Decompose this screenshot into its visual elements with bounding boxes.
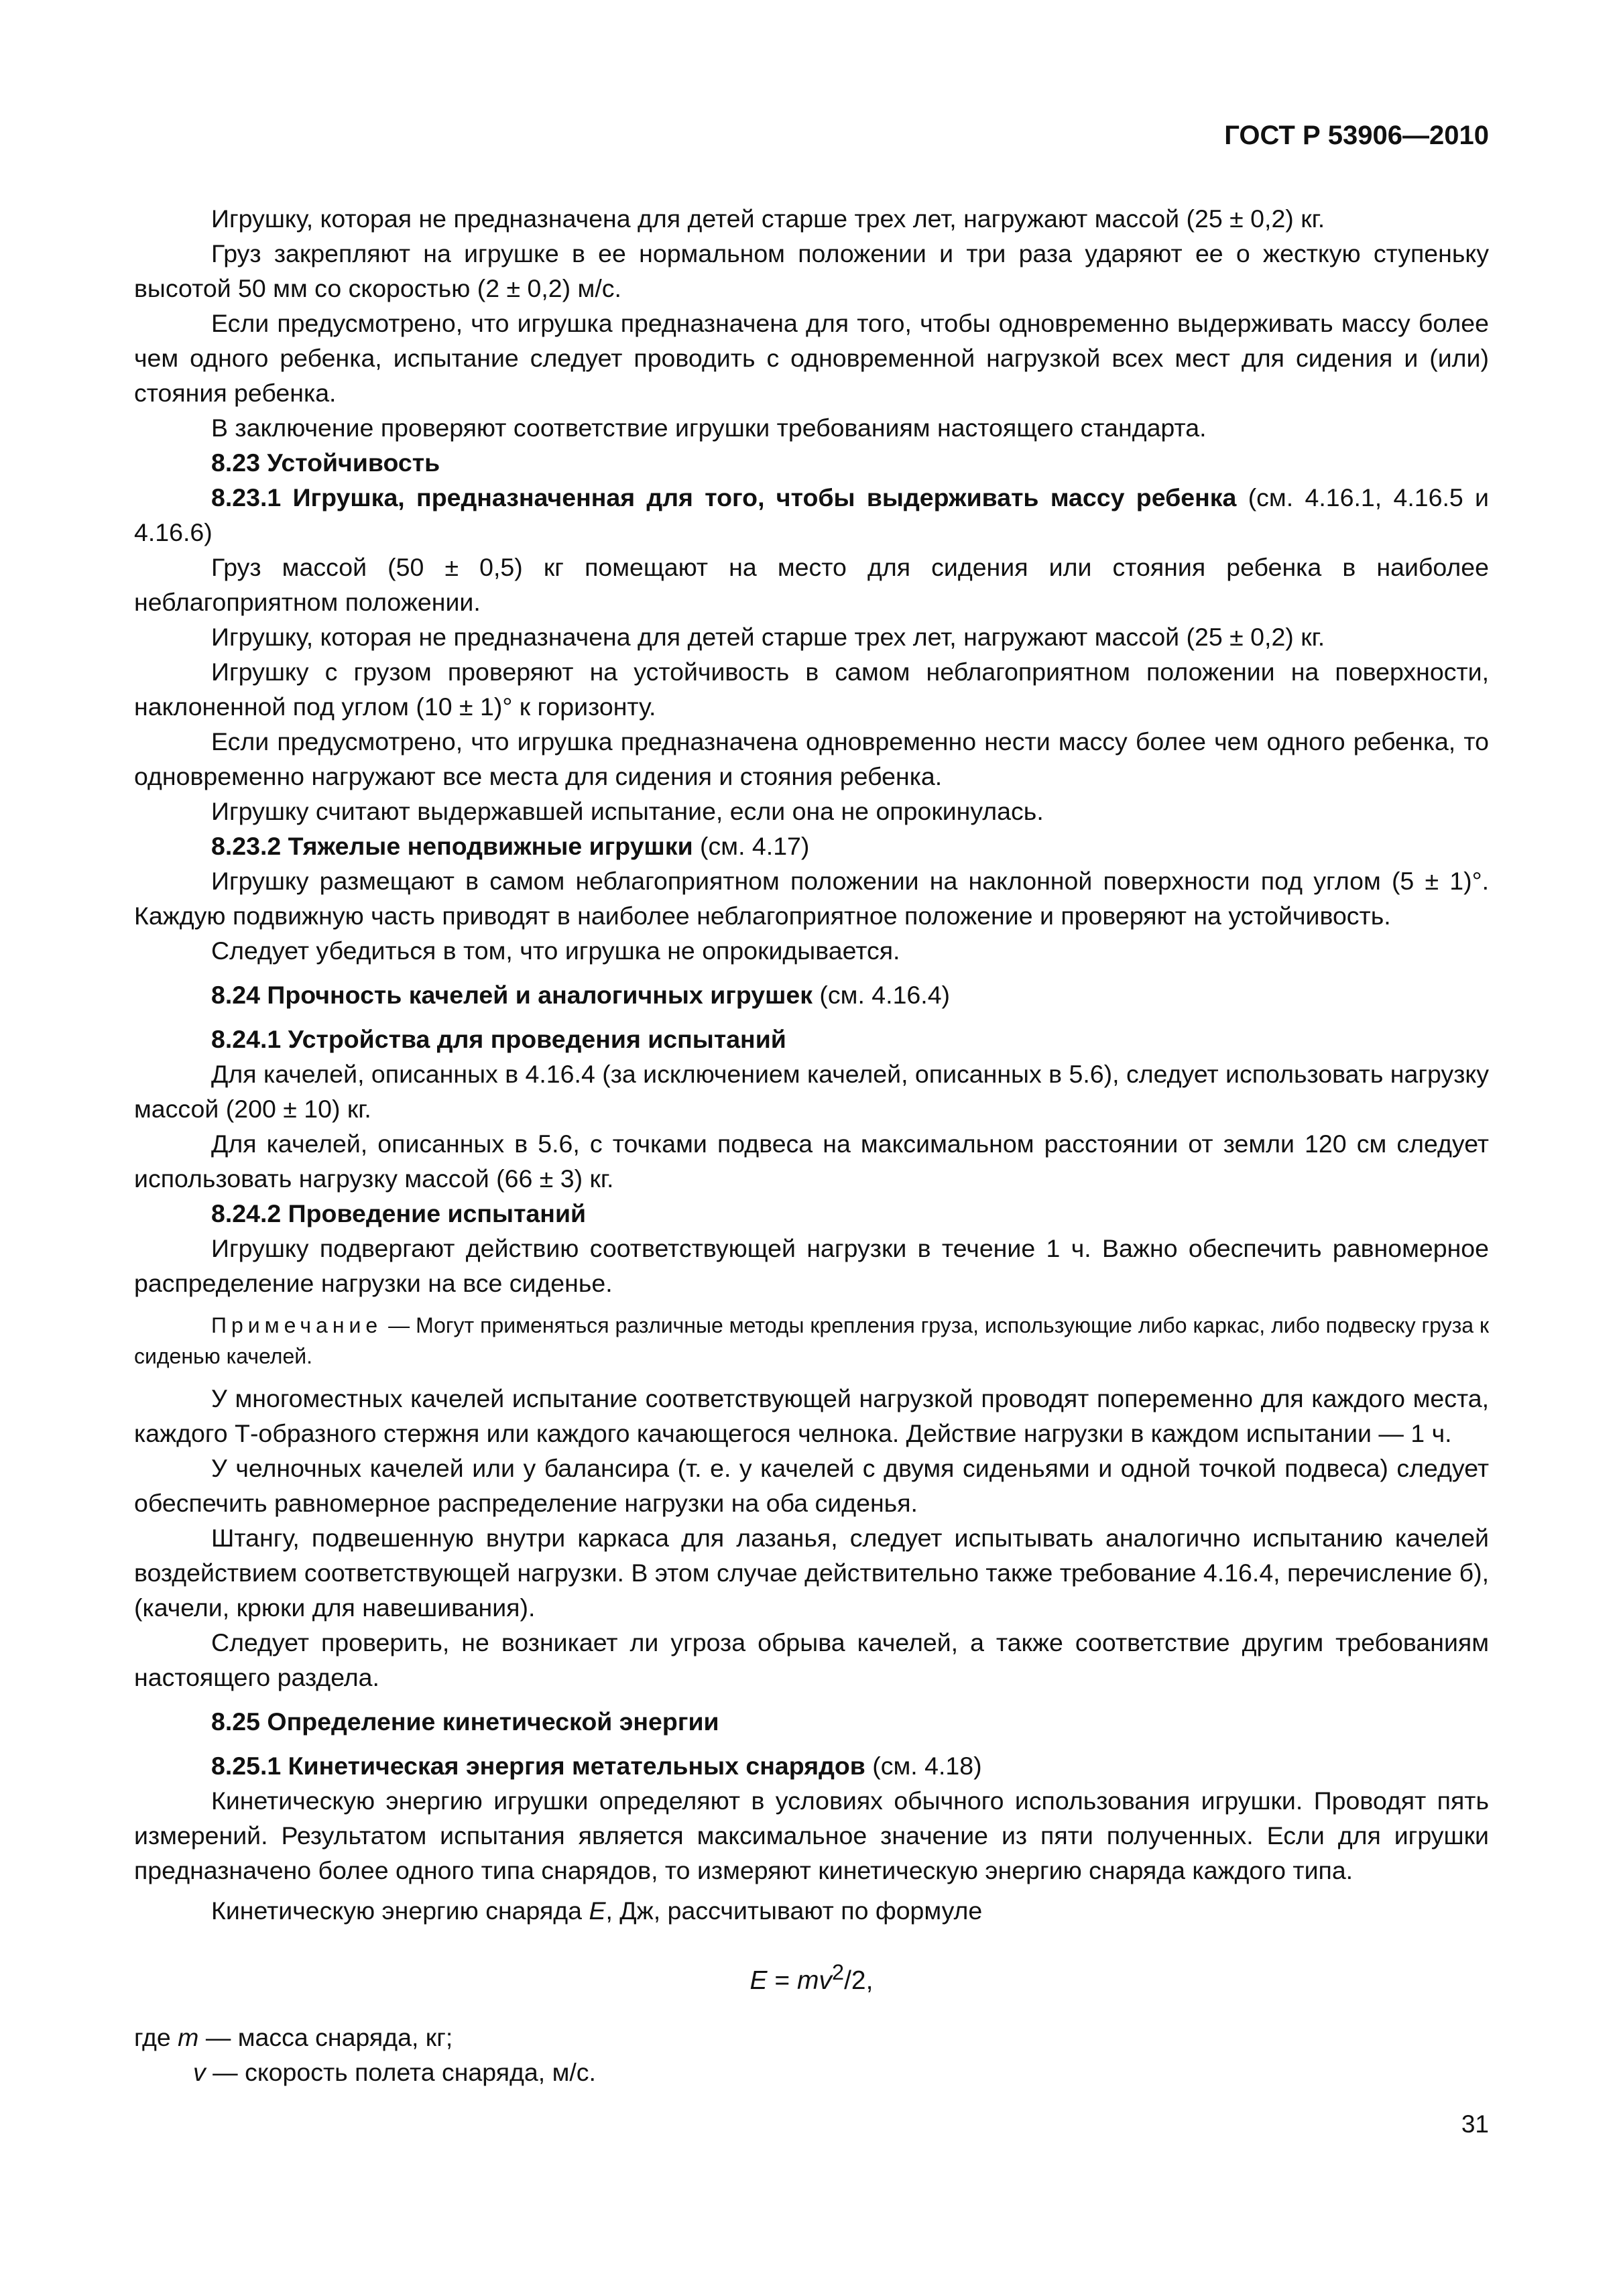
paragraph: Игрушку, которая не предназначена для детей старше трех лет, нагружают массой (25 ± 0,2) кг. (211, 623, 1325, 651)
formula (134, 1955, 1489, 1998)
paragraph: Штангу, подвешенную внутри каркаса для лазанья, следует испытывать аналогично испытанию качелей воздействием соответствующей нагрузки. В этом случае действительно также требование 4.16.4, перечисление б), (качели, крюки для навешивания). (134, 1524, 1489, 1622)
formula-exponent: 2 (832, 1960, 845, 1984)
formula-text: /2, (844, 1966, 874, 1995)
variable-symbol: E (589, 1896, 606, 1925)
heading-text: 8.23.2 Тяжелые неподвижные игрушки (211, 832, 693, 860)
paragraph: Игрушку размещают в самом неблагоприятном положении на наклонной поверхности под углом (5 ± 1)°. Каждую подвижную часть приводят в наиболее неблагоприятное положение и проверяют на устойчивость. (134, 867, 1489, 930)
paragraph: Если предусмотрено, что игрушка предназначена для того, чтобы одновременно выдерживать массу более чем одного ребенка, испытание следует проводить с одновременной нагрузкой всех мест для сидения и (или) стояния ребенка. (134, 309, 1489, 407)
heading-text: 8.23.1 Игрушка, предназначенная для того, чтобы выдерживать массу ребенка (211, 483, 1237, 511)
section-heading (134, 445, 1489, 480)
document-header: ГОСТ Р 53906—2010 (1224, 121, 1489, 150)
section-heading (134, 1704, 1489, 1739)
paragraph: Игрушку подвергают действию соответствующей нагрузки в течение 1 ч. Важно обеспечить равномерное распределение нагрузки на все сиденье. (134, 1234, 1489, 1297)
paragraph: У челночных качелей или у балансира (т. е. у качелей с двумя сиденьями и одной точкой подвеса) следует обеспечить равномерное распределение нагрузки на оба сиденья. (134, 1454, 1489, 1517)
subsection-heading (134, 1022, 1489, 1056)
paragraph: Следует убедиться в том, что игрушка не опрокидывается. (211, 936, 900, 965)
formula-symbol: m (797, 1966, 819, 1995)
heading-reference: (см. 4.17) (693, 832, 810, 860)
where-line (134, 2020, 1489, 2055)
paragraph: Груз закрепляют на игрушке в ее нормальном положении и три раза ударяют ее о жесткую ступеньку высотой 50 мм со скоростью (2 ± 0,2) м/с. (134, 239, 1489, 302)
paragraph (134, 1893, 1489, 1928)
paragraph: Кинетическую энергию игрушки определяют в условиях обычного использования игрушки. Проводят пять измерений. Результатом испытания является максимальное значение из пяти полученных. Если для игрушки предназначено более одного типа снарядов, то измеряют кинетическую энергию снаряда каждого типа. (134, 1787, 1489, 1884)
paragraph: Игрушку, которая не предназначена для детей старше трех лет, нагружают массой (25 ± 0,2) кг. (211, 204, 1325, 233)
heading-text: 8.24 Прочность качелей и аналогичных игрушек (211, 981, 813, 1009)
note-label: Примечание (211, 1313, 383, 1337)
heading-text: 8.25 Определение кинетической энергии (211, 1707, 719, 1736)
heading-reference: (см. 4.18) (865, 1752, 982, 1780)
variable-definition: — скорость полета снаряда, м/с. (205, 2058, 596, 2086)
where-line (134, 2055, 1489, 2090)
paragraph: В заключение проверяют соответствие игрушки требованиям настоящего стандарта. (211, 414, 1207, 442)
paragraph: Для качелей, описанных в 4.16.4 (за исключением качелей, описанных в 5.6), следует использовать нагрузку массой (200 ± 10) кг. (134, 1060, 1489, 1123)
paragraph: У многоместных качелей испытание соответствующей нагрузкой проводят попеременно для каждого места, каждого Т-образного стержня или каждого качающегося челнока. Действие нагрузки в каждом испытании — 1 ч. (134, 1384, 1489, 1447)
paragraph: Если предусмотрено, что игрушка предназначена одновременно нести массу более чем одного ребенка, то одновременно нагружают все места для сидения и стояния ребенка. (134, 727, 1489, 790)
heading-reference: (см. 4.16.4) (813, 981, 951, 1009)
text-run: , Дж, рассчитывают по формуле (605, 1896, 983, 1925)
heading-text: 8.24.2 Проведение испытаний (211, 1199, 587, 1227)
subsection-heading (134, 829, 1489, 863)
paragraph: Для качелей, описанных в 5.6, с точками подвеса на максимальном расстоянии от земли 120 см следует использовать нагрузку массой (66 ± 3) кг. (134, 1130, 1489, 1193)
formula-symbol: E (749, 1966, 768, 1995)
heading-text: 8.25.1 Кинетическая энергия метательных снарядов (211, 1752, 865, 1780)
heading-text: 8.24.1 Устройства для проведения испытаний (211, 1025, 786, 1053)
paragraph: Следует проверить, не возникает ли угроза обрыва качелей, а также соответствие другим требованиям настоящего раздела. (134, 1628, 1489, 1691)
variable-symbol: v (193, 2058, 206, 2086)
heading-reference: (см. 4.16.1, 4.16.5 и 4.16.6) (134, 483, 1489, 546)
page-number: 31 (1461, 2110, 1489, 2138)
paragraph: Груз массой (50 ± 0,5) кг помещают на место для сидения или стояния ребенка в наиболее неблагоприятном положении. (134, 553, 1489, 616)
where-label: где (134, 2023, 178, 2051)
text-run: Кинетическую энергию снаряда (211, 1896, 589, 1925)
subsection-heading (134, 1196, 1489, 1231)
variable-definition: — масса снаряда, кг; (198, 2023, 453, 2051)
subsection-heading (134, 480, 1489, 550)
note (134, 1310, 1489, 1372)
paragraph: Игрушку с грузом проверяют на устойчивость в самом неблагоприятном положении на поверхности, наклоненной под углом (10 ± 1)° к горизонту. (134, 658, 1489, 721)
formula-operator: = (767, 1966, 797, 1995)
formula-symbol: v (819, 1966, 832, 1995)
variable-symbol: m (178, 2023, 199, 2051)
subsection-heading (134, 1748, 1489, 1783)
section-heading (134, 977, 1489, 1012)
document-body (134, 201, 1489, 2090)
note-text: — Могут применяться различные методы крепления груза, использующие либо каркас, либо подвеску груза к сиденью качелей. (134, 1313, 1489, 1368)
paragraph: Игрушку считают выдержавшей испытание, если она не опрокинулась. (211, 797, 1044, 825)
heading-text: 8.23 Устойчивость (211, 448, 440, 477)
